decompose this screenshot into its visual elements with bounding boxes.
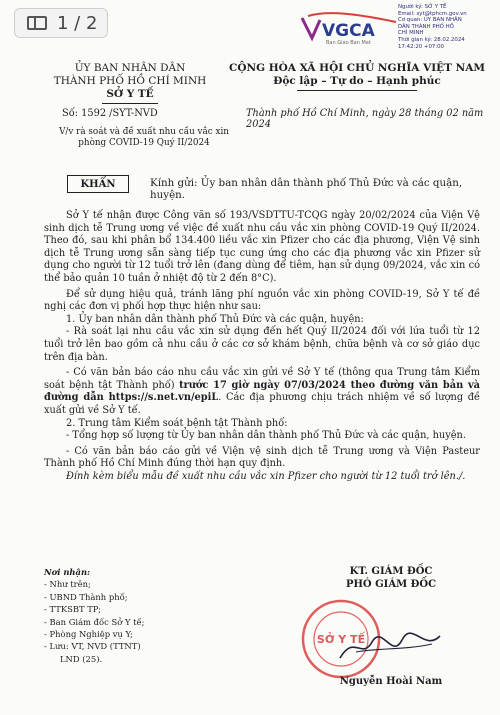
svg-text:SỞ Y TẾ: SỞ Y TẾ	[316, 633, 366, 646]
page-indicator[interactable]	[14, 8, 108, 38]
list-item: - Phòng Nghiệp vụ Y;	[44, 629, 133, 640]
national-motto: CỘNG HÒA XÃ HỘI CHỦ NGHĨA VIỆT NAM Độc lập – Tự do – Hạnh phúc	[226, 62, 488, 91]
urgency-box: KHẨN	[67, 175, 129, 193]
list-item: - TTKSBT TP;	[44, 604, 101, 615]
addressee: Kính gửi: Ủy ban nhân dân thành phố Thủ Đức và các quận, huyện.	[150, 177, 463, 201]
document-date: Thành phố Hồ Chí Minh, ngày 28 tháng 02 năm 2024	[246, 108, 484, 130]
list-item: LND (25).	[60, 653, 103, 664]
paragraph: - Có văn bản báo cáo gửi về Viện vệ sinh dịch tễ Trung ương và Viện Pasteur Thành phố Hồ Chí Minh đúng thời hạn quy định.	[44, 445, 480, 470]
paragraph: - Tổng hợp số lượng từ Ủy ban nhân dân thành phố Thủ Đức và các quận, huyện.	[66, 430, 466, 442]
divider	[102, 103, 158, 104]
paragraph: Sở Y tế nhận được Công văn số 193/VSDTTU-TCQG ngày 20/02/2024 của Viện Vệ sinh dịch tễ Trung ương về việc đề xuất nhu cầu vắc xin phòng COVID-19 Quý II/2024. Theo đó, sau khi phân bổ 134.400 liều vắc xin Pfizer cho các địa phương, Viện Vệ sinh dịch tễ Trung ương sẵn sàng tiếp tục cung ứng cho các địa phương vắc xin Pfizer sử dụng cho người từ 12 tuổi trở lên (đang dùng để tiêm, hạn sử dụng 09/2024, vắc xin có thể bảo quản 10 tuần ở nhiệt độ từ 2 đến 8°C).	[44, 210, 480, 284]
vgca-logo	[298, 12, 398, 46]
signer-name: Nguyễn Hoài Nam	[339, 676, 443, 687]
divider	[297, 90, 417, 91]
paragraph: 2. Trung tâm Kiểm soát bệnh tật Thành phố:	[66, 417, 288, 429]
issuing-authority: ỦY BAN NHÂN DÂN THÀNH PHỐ HỒ CHÍ MINH SỞ Y TẾ	[40, 62, 220, 104]
list-item: - Ban Giám đốc Sở Y tế;	[44, 616, 145, 627]
svg-text:VGCA: VGCA	[322, 21, 375, 41]
document-number: Số: 1592 /SYT-NVD	[62, 108, 158, 119]
recipients-list: Nơi nhận: - Như trên; - UBND Thành phố; - TTKSBT TP; - Ban Giám đốc Sở Y tế; - Phòng Nghiệp vụ Y; - Lưu: VT, NVD (TTNT) LND (25).	[44, 566, 244, 665]
paragraph: - Rà soát lại nhu cầu vắc xin sử dụng đến hết Quý II/2024 đối với lứa tuổi từ 12 tuổi trở lên bao gồm cả nhu cầu ở các cơ sở khám bệnh, chữa bệnh và cơ sở giáo dục trên địa bàn.	[44, 326, 480, 363]
document-body	[44, 210, 480, 483]
attachment-note: Đính kèm biểu mẫu đề xuất nhu cầu vắc xin Pfizer cho người từ 12 tuổi trở lên./.	[66, 470, 466, 482]
digital-signature-stamp	[298, 4, 498, 52]
list-item: - UBND Thành phố;	[44, 591, 128, 602]
page-number: 1 / 2	[57, 12, 98, 34]
paragraph: Để sử dụng hiệu quả, tránh lãng phí nguồn vắc xin phòng COVID-19, Sở Y tế đề nghị các đơn vị phối hợp thực hiện như sau:	[44, 288, 480, 313]
list-item: - Lưu: VT, NVD (TTNT)	[44, 641, 141, 652]
paragraph: 1. Ủy ban nhân dân thành phố Thủ Đức và các quận, huyện:	[66, 313, 364, 325]
handwritten-signature	[336, 630, 446, 666]
list-item: - Như trên;	[44, 579, 91, 590]
signer-title: KT. GIÁM ĐỐC PHÓ GIÁM ĐỐC	[345, 566, 437, 590]
deadline-text: trước 17 giờ ngày 07/03/2024 theo đường văn bản và đường dẫn https://s.net.vn/epiL	[44, 379, 480, 404]
signature-details: Người ký: SỞ Y TẾ Email: syt@tphcm.gov.vn Cơ quan: ỦY BAN NHÂN DÂN THÀNH PHỐ HỒ CHÍ MINH Thời gian ký: 28.02.2024 17:42:20 +07:00	[398, 4, 467, 50]
sidebar-toggle-icon[interactable]	[27, 16, 47, 30]
paragraph: - Có văn bản báo cáo nhu cầu vắc xin gửi về Sở Y tế (thông qua Trung tâm Kiểm soát bệnh tật Thành phố) trước 17 giờ ngày 07/03/2024 theo đường văn bản và đường dẫn https://s.net.vn/epiL. Các địa phương chịu trách nhiệm về số lượng đề xuất gửi về Sở Y tế.	[44, 367, 480, 416]
svg-text:Ban Giao Ban Mat: Ban Giao Ban Mat	[326, 40, 371, 46]
document-subject: V/v rà soát và đề xuất nhu cầu vắc xin phòng COVID-19 Quý II/2024	[59, 127, 229, 148]
